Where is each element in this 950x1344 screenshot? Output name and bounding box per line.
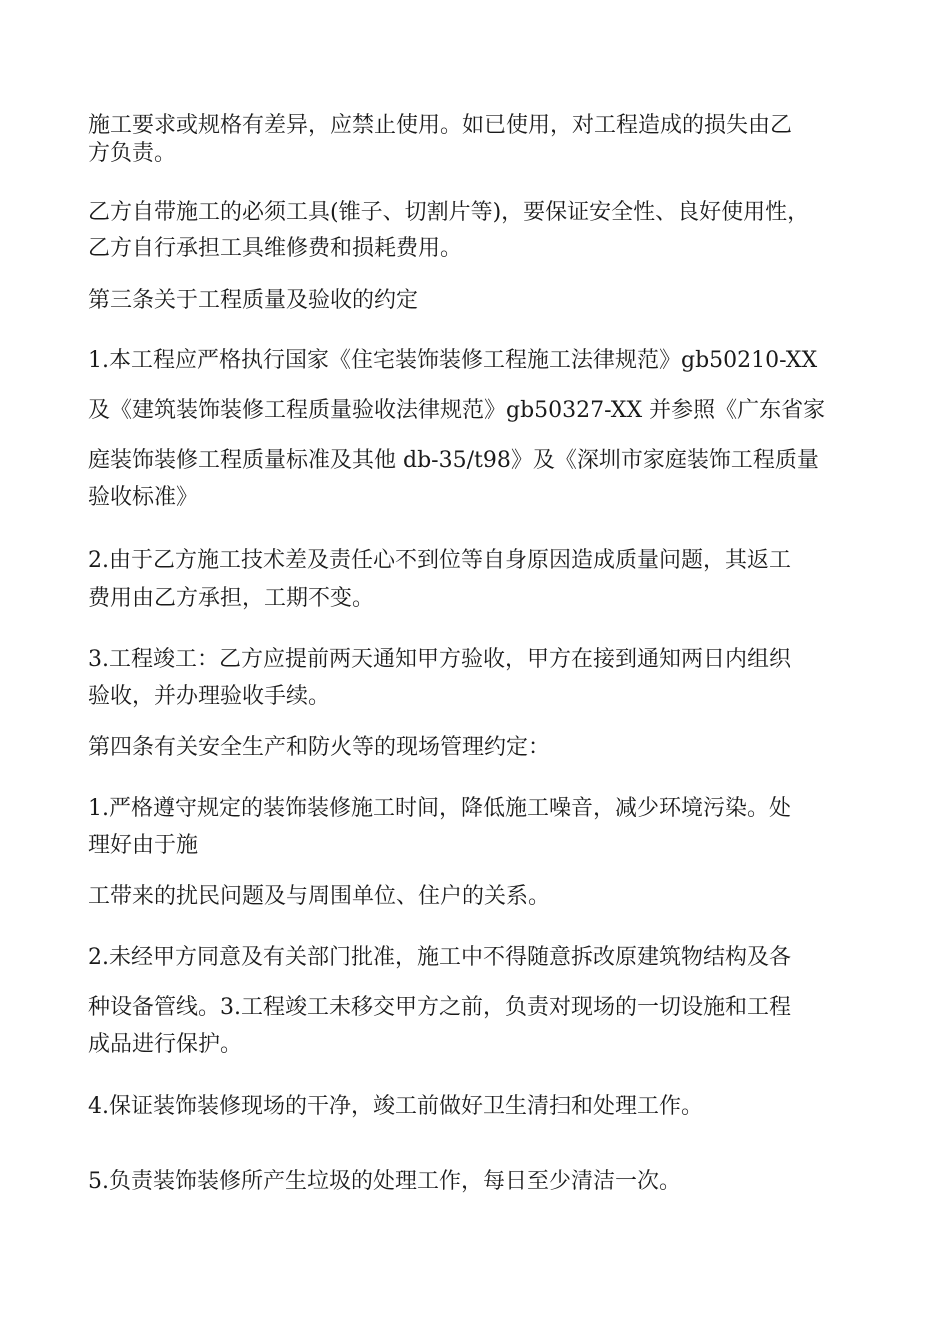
section-heading: 第四条有关安全生产和防火等的现场管理约定： xyxy=(88,735,551,760)
text-line: 乙方自行承担工具维修费和损耗费用。 xyxy=(88,236,463,261)
text-line: 施工要求或规格有差异，应禁止使用。如已使用，对工程造成的损失由乙 xyxy=(88,113,793,138)
text-line: 验收，并办理验收手续。 xyxy=(88,684,331,709)
section-heading: 第三条关于工程质量及验收的约定 xyxy=(88,288,419,313)
text-line: 1.本工程应严格执行国家《住宅装饰装修工程施工法律规范》gb50210-XX xyxy=(88,348,818,373)
text-line: 费用由乙方承担，工期不变。 xyxy=(88,586,375,611)
text-line: 及《建筑装饰装修工程质量验收法律规范》gb50327-XX 并参照《广东省家 xyxy=(88,398,826,423)
text-line: 验收标准》 xyxy=(88,485,199,510)
text-line: 方负责。 xyxy=(88,141,177,166)
text-line: 成品进行保护。 xyxy=(88,1032,243,1057)
text-line: 5.负责装饰装修所产生垃圾的处理工作，每日至少清洁一次。 xyxy=(88,1169,681,1194)
text-line: 种设备管线。3.工程竣工未移交甲方之前，负责对现场的一切设施和工程 xyxy=(88,995,791,1020)
text-line: 工带来的扰民问题及与周围单位、住户的关系。 xyxy=(88,884,551,909)
text-line: 1.严格遵守规定的装饰装修施工时间，降低施工噪音，减少环境污染。处 xyxy=(88,796,791,821)
text-line: 乙方自带施工的必须工具(锥子、切割片等)，要保证安全性、良好使用性， xyxy=(88,200,810,225)
text-line: 2.由于乙方施工技术差及责任心不到位等自身原因造成质量问题，其返工 xyxy=(88,548,791,573)
text-line: 庭装饰装修工程质量标准及其他 db-35/t98》及《深圳市家庭装饰工程质量 xyxy=(88,448,819,473)
text-line: 2.未经甲方同意及有关部门批准，施工中不得随意拆改原建筑物结构及各 xyxy=(88,945,791,970)
text-line: 理好由于施 xyxy=(88,833,199,858)
text-line: 3.工程竣工：乙方应提前两天通知甲方验收，甲方在接到通知两日内组织 xyxy=(88,647,791,672)
text-line: 4.保证装饰装修现场的干净，竣工前做好卫生清扫和处理工作。 xyxy=(88,1094,703,1119)
